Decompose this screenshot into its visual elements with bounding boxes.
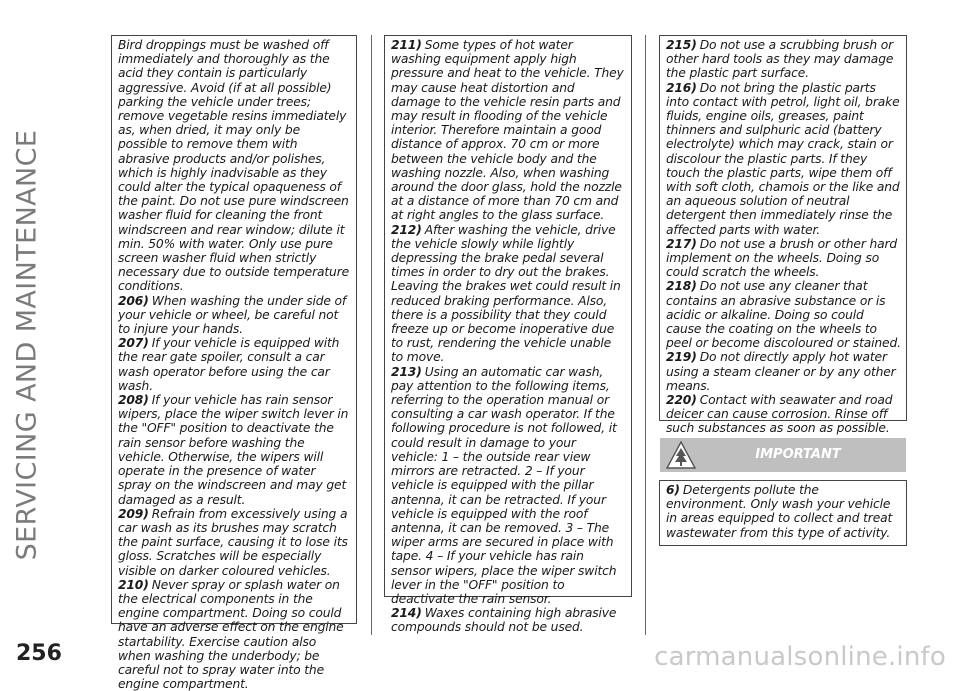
note-210: 210) Never spray or splash water on the electrical components in the engine compartment. Doing so could have an adverse effect on the engine startability. Exercise caution also when washing the underbody; be careful not to spray water into the engine compartment. xyxy=(118,577,344,691)
important-label: IMPORTANT xyxy=(755,447,841,462)
column-2 xyxy=(384,35,632,635)
note-220: 220) Contact with seawater and road deicer can cause corrosion. Rinse off such substances as soon as possible. xyxy=(666,393,893,436)
note-217: 217) Do not use a brush or other hard implement on the wheels. Doing so could scratch the wheels. xyxy=(666,236,898,280)
note-215: 215) Do not use a scrubbing brush or other hard tools as they may damage the plastic part surface. xyxy=(666,38,894,81)
intro-paragraph: Bird droppings must be washed off immediately and thoroughly as the acid they contain is particularly aggressive. Avoid (if at all possible) parking the vehicle under trees; remove vegetable resins immediately as, when dried, it may only be possible to remove them with abrasive products and/or polishes, which is highly inadvisable as they could alter the typical opaqueness of the paint. Do not use pure windscreen washer fluid for cleaning the front windscreen and rear window; dilute it min. 50% with water. Only use pure screen washer fluid when strictly necessary due to outside temperature conditions. xyxy=(118,38,350,294)
column-3 xyxy=(659,35,907,436)
note-212: 212) After washing the vehicle, drive the vehicle slowly while lightly depressing the brake pedal several times in order to dry out the brakes. Leaving the brakes wet could result in reduced braking performance. Also, there is a possibility that they could freeze up or become inoperative due to rust, rendering the vehicle unable to move. xyxy=(391,222,621,365)
note-219: 219) Do not directly apply hot water using a steam cleaner or by any other means. xyxy=(666,350,896,393)
note-211: 211) Some types of hot water washing equipment apply high pressure and heat to the vehicle. They may cause heat distortion and damage to the vehicle resin parts and may result in flooding of the vehicle interior. Therefore maintain a good distance of approx. 70 cm or more between the vehicle body and the washing nozzle. Also, when washing around the door glass, hold the nozzle at a distance of more than 70 cm and at right angles to the glass surface. xyxy=(391,38,624,223)
important-header xyxy=(660,438,906,472)
note-209: 209) Refrain from excessively using a car wash as its brushes may scratch the paint surface, causing it to lose its gloss. Scratches will be especially visible on darker coloured vehicles. xyxy=(118,506,348,578)
column-divider xyxy=(371,35,372,635)
page-number: 256 xyxy=(16,641,62,666)
column-1 xyxy=(111,35,357,691)
note-213: 213) Using an automatic car wash, pay attention to the following items, referring to the operation manual or consulting a car wash operator. If the following procedure is not followed, it could result in damage to your vehicle: 1 – the outside rear view mirrors are retracted. 2 – If your vehicle is equipped with the pillar antenna, it can be retracted. If your vehicle is equipped with the roof antenna, it can be removed. 3 – The wiper arms are secured in place with tape. 4 – If your vehicle has rain sensor wipers, place the wiper switch lever in the "OFF" position to deactivate the rain sensor. xyxy=(391,364,617,606)
note-208: 208) If your vehicle has rain sensor wipers, place the wiper switch lever in the "OFF" position to deactivate the rain sensor before washing the vehicle. Otherwise, the wipers will operate in the presence of water spray on the windscreen and may get damaged as a result. xyxy=(118,393,349,507)
note-218: 218) Do not use any cleaner that contains an abrasive substance or is acidic or alkaline. Doing so could cause the coating on the wheels to peel or become discoloured or stained. xyxy=(666,279,901,351)
note-207: 207) If your vehicle is equipped with the rear gate spoiler, consult a car wash operator before using the car wash. xyxy=(118,336,340,393)
important-note-6: 6) Detergents pollute the environment. Only wash your vehicle in areas equipped to collect and treat wastewater from this type of activity. xyxy=(666,483,893,540)
watermark: carmanualsonline.info xyxy=(654,642,946,672)
column-divider xyxy=(645,35,646,635)
important-box xyxy=(659,480,907,546)
note-206: 206) When washing the under side of your vehicle or wheel, be careful not to injure your hands. xyxy=(118,293,347,337)
section-title: SERVICING AND MAINTENANCE xyxy=(11,129,43,561)
note-216: 216) Do not bring the plastic parts into contact with petrol, light oil, brake fluids, engine oils, greases, paint thinners and sulphuric acid (battery electrolyte) which may crack, stain or discolour the plastic parts. If they touch the plastic parts, wipe them off with soft cloth, chamois or the like and an aqueous solution of neutral detergent then immediately rinse the affected parts with water. xyxy=(666,80,900,237)
note-214: 214) Waxes containing high abrasive compounds should not be used. xyxy=(391,606,617,635)
